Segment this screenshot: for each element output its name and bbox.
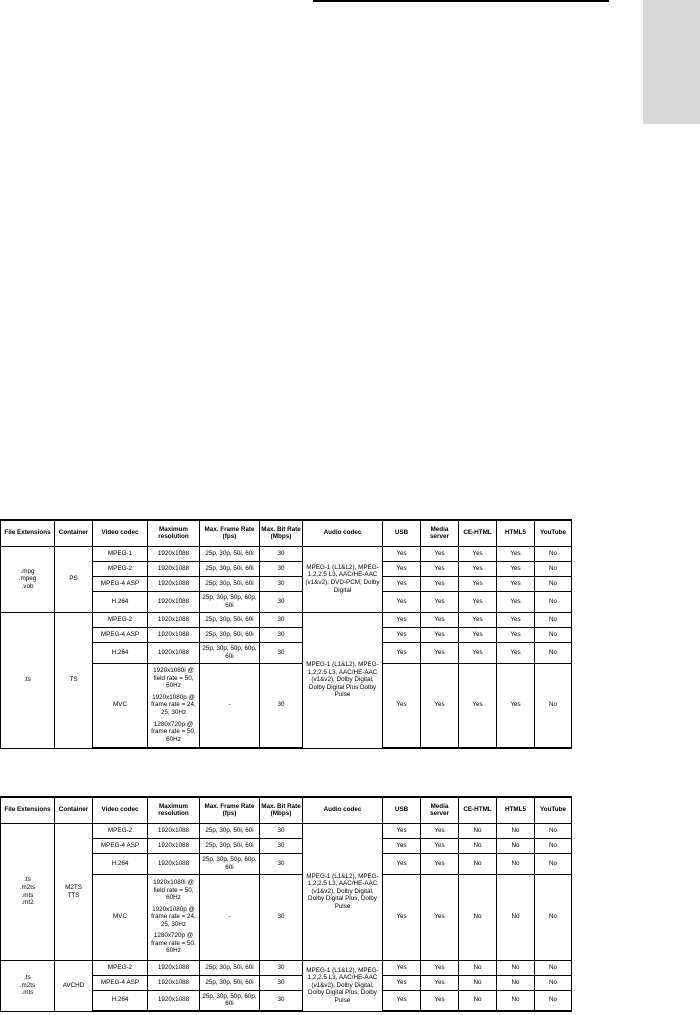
bit-rate-cell: 30 <box>260 874 303 960</box>
bit-rate-cell: 30 <box>260 627 303 642</box>
header-cell: Video codec <box>93 520 148 546</box>
table-header-row <box>1 797 572 823</box>
header-cell: Maximum resolution <box>148 797 200 823</box>
resolution-cell: 1920x1088 <box>148 853 200 874</box>
frame-rate-cell: 25p, 30p, 50i, 60i <box>200 838 260 853</box>
ce-html-cell: Yes <box>459 642 497 663</box>
frame-rate-cell: 25p, 30p, 50i, 60i <box>200 561 260 576</box>
frame-rate-cell: 25p, 30p, 50i, 60i <box>200 546 260 561</box>
frame-rate-cell: 25p, 30p, 50p, 60p, 60i <box>200 853 260 874</box>
audio-codec-cell: MPEG-1 (L1&L2), MPEG-1,2,2.5 L3, AAC/HE-AAC (v1&v2), Dolby Digital, Dolby Digital Plus, Dolby Pulse <box>303 960 383 1011</box>
html5-cell: Yes <box>497 642 535 663</box>
usb-cell: Yes <box>383 960 421 975</box>
media-server-cell: Yes <box>421 823 459 838</box>
ce-html-cell: No <box>459 960 497 975</box>
ce-html-cell: Yes <box>459 612 497 627</box>
header-cell: Max. Frame Rate (fps) <box>200 797 260 823</box>
html5-cell: Yes <box>497 591 535 612</box>
header-cell: File Extensions <box>1 797 55 823</box>
youtube-cell: No <box>535 990 572 1011</box>
codec-cell: H.264 <box>93 990 148 1011</box>
media-server-cell: Yes <box>421 990 459 1011</box>
header-cell: USB <box>383 797 421 823</box>
file-extensions-cell: .mpg .mpeg .vob <box>1 546 55 612</box>
bit-rate-cell: 30 <box>260 823 303 838</box>
codec-cell: MVC <box>93 663 148 748</box>
usb-cell: Yes <box>383 591 421 612</box>
ce-html-cell: No <box>459 874 497 960</box>
ce-html-cell: Yes <box>459 627 497 642</box>
codec-cell: MVC <box>93 874 148 960</box>
media-server-cell: Yes <box>421 576 459 591</box>
youtube-cell: No <box>535 874 572 960</box>
header-cell: Video codec <box>93 797 148 823</box>
frame-rate-cell: 25p, 30p, 50i, 60i <box>200 823 260 838</box>
youtube-cell: No <box>535 663 572 748</box>
container-cell: PS <box>55 546 93 612</box>
resolution-cell: 1920x1088 <box>148 975 200 990</box>
youtube-cell: No <box>535 853 572 874</box>
resolution-line: 1280x720p @ frame rate = 50, 60Hz <box>151 720 196 743</box>
html5-cell: Yes <box>497 612 535 627</box>
ce-html-cell: Yes <box>459 561 497 576</box>
header-cell: Max. Bit Rate (Mbps) <box>260 797 303 823</box>
youtube-cell: No <box>535 960 572 975</box>
resolution-line: 1920x1080i @ field rate = 50, 60Hz <box>153 667 194 690</box>
bit-rate-cell: 30 <box>260 612 303 627</box>
frame-rate-cell: 25p, 30p, 50p, 60p, 60i <box>200 642 260 663</box>
codec-cell: MPEG-2 <box>93 960 148 975</box>
ce-html-cell: Yes <box>459 591 497 612</box>
usb-cell: Yes <box>383 874 421 960</box>
file-extensions-cell: .ts <box>1 612 55 748</box>
media-server-cell: Yes <box>421 960 459 975</box>
resolution-line: 1920x1080p @ frame rate = 24, 25, 30Hz <box>151 905 196 928</box>
header-cell: Container <box>55 520 93 546</box>
html5-cell: No <box>497 960 535 975</box>
youtube-cell: No <box>535 546 572 561</box>
container-cell: M2TS TTS <box>55 823 93 960</box>
table-header-row <box>1 520 572 546</box>
container-cell: AVCHD <box>55 960 93 1011</box>
header-cell: CE-HTML <box>459 797 497 823</box>
media-server-cell: Yes <box>421 642 459 663</box>
header-cell: CE-HTML <box>459 520 497 546</box>
top-rule <box>313 0 609 2</box>
frame-rate-cell: 25p, 30p, 50i, 60i <box>200 975 260 990</box>
resolution-cell: 1920x1088 <box>148 576 200 591</box>
media-server-cell: Yes <box>421 546 459 561</box>
ce-html-cell: No <box>459 975 497 990</box>
frame-rate-cell: 25p, 30p, 50p, 60p, 60i <box>200 990 260 1011</box>
bit-rate-cell: 30 <box>260 990 303 1011</box>
media-server-cell: Yes <box>421 612 459 627</box>
usb-cell: Yes <box>383 663 421 748</box>
html5-cell: Yes <box>497 663 535 748</box>
ce-html-cell: Yes <box>459 546 497 561</box>
header-cell: Maximum resolution <box>148 520 200 546</box>
resolution-cell: 1920x1088 <box>148 561 200 576</box>
header-cell: YouTube <box>535 797 572 823</box>
codec-cell: MPEG-4 ASP <box>93 838 148 853</box>
audio-codec-cell: MPEG-1 (L1&L2), MPEG-1,2,2.5 L3, AAC/HE-AAC (v1&v2), Dolby Digital, Dolby Digital Plus Dolby Pulse <box>303 612 383 748</box>
format-table-1 <box>0 519 572 749</box>
youtube-cell: No <box>535 576 572 591</box>
youtube-cell: No <box>535 642 572 663</box>
youtube-cell: No <box>535 561 572 576</box>
youtube-cell: No <box>535 627 572 642</box>
usb-cell: Yes <box>383 990 421 1011</box>
html5-cell: No <box>497 975 535 990</box>
frame-rate-cell: - <box>200 874 260 960</box>
file-extensions-cell: .ts .m2ts .mts <box>1 960 55 1011</box>
bit-rate-cell: 30 <box>260 838 303 853</box>
usb-cell: Yes <box>383 612 421 627</box>
codec-cell: H.264 <box>93 642 148 663</box>
frame-rate-cell: - <box>200 663 260 748</box>
bit-rate-cell: 30 <box>260 546 303 561</box>
bit-rate-cell: 30 <box>260 561 303 576</box>
table-row <box>1 960 572 975</box>
bit-rate-cell: 30 <box>260 663 303 748</box>
resolution-cell: 1920x1088 <box>148 990 200 1011</box>
html5-cell: No <box>497 853 535 874</box>
codec-cell: MPEG-4 ASP <box>93 627 148 642</box>
audio-codec-cell: MPEG-1 (L1&L2), MPEG-1,2,2.5 L3, AAC/HE-AAC (v1&v2), DVD-PCM, Dolby Digital <box>303 546 383 612</box>
media-server-cell: Yes <box>421 663 459 748</box>
html5-cell: No <box>497 838 535 853</box>
resolution-cell: 1920x1088 <box>148 612 200 627</box>
frame-rate-cell: 25p, 30p, 50i, 60i <box>200 576 260 591</box>
resolution-cell: 1920x1088 <box>148 838 200 853</box>
usb-cell: Yes <box>383 546 421 561</box>
youtube-cell: No <box>535 823 572 838</box>
header-cell: Audio codec <box>303 797 383 823</box>
table-row <box>1 823 572 838</box>
html5-cell: No <box>497 874 535 960</box>
audio-codec-cell: MPEG-1 (L1&L2), MPEG-1,2,2.5 L3, AAC/HE-AAC (v1&v2), Dolby Digital, Dolby Digital Plus, Dolby Pulse <box>303 823 383 960</box>
usb-cell: Yes <box>383 627 421 642</box>
youtube-cell: No <box>535 975 572 990</box>
usb-cell: Yes <box>383 561 421 576</box>
media-server-cell: Yes <box>421 591 459 612</box>
frame-rate-cell: 25p, 30p, 50i, 60i <box>200 627 260 642</box>
ce-html-cell: No <box>459 853 497 874</box>
header-cell: Media server <box>421 520 459 546</box>
resolution-cell: 1920x1088 <box>148 627 200 642</box>
usb-cell: Yes <box>383 975 421 990</box>
resolution-line: 1920x1080i @ field rate = 50, 60Hz <box>153 879 194 902</box>
codec-cell: MPEG-2 <box>93 612 148 627</box>
bit-rate-cell: 30 <box>260 576 303 591</box>
media-server-cell: Yes <box>421 627 459 642</box>
resolution-line: 1920x1080p @ frame rate = 24, 25, 30Hz <box>151 693 196 717</box>
media-server-cell: Yes <box>421 838 459 853</box>
header-cell: HTML5 <box>497 520 535 546</box>
side-tab <box>643 0 700 124</box>
codec-cell: MPEG-1 <box>93 546 148 561</box>
header-cell: YouTube <box>535 520 572 546</box>
bit-rate-cell: 30 <box>260 853 303 874</box>
html5-cell: Yes <box>497 546 535 561</box>
table-row <box>1 546 572 561</box>
media-server-cell: Yes <box>421 561 459 576</box>
bit-rate-cell: 30 <box>260 642 303 663</box>
usb-cell: Yes <box>383 853 421 874</box>
header-cell: Audio codec <box>303 520 383 546</box>
frame-rate-cell: 25p, 30p, 50i, 60i <box>200 960 260 975</box>
resolution-line: 1280x720p @ frame rate = 50, 60Hz <box>151 932 196 955</box>
resolution-cell: 1920x1088 <box>148 960 200 975</box>
youtube-cell: No <box>535 838 572 853</box>
codec-cell: MPEG-4 ASP <box>93 576 148 591</box>
resolution-cell <box>148 663 200 748</box>
html5-cell: No <box>497 823 535 838</box>
youtube-cell: No <box>535 591 572 612</box>
ce-html-cell: No <box>459 838 497 853</box>
file-extensions-cell: .ts .m2ts .mts .mt2 <box>1 823 55 960</box>
header-cell: Media server <box>421 797 459 823</box>
header-cell: Max. Bit Rate (Mbps) <box>260 520 303 546</box>
ce-html-cell: No <box>459 823 497 838</box>
html5-cell: Yes <box>497 627 535 642</box>
usb-cell: Yes <box>383 576 421 591</box>
format-table-2 <box>0 796 572 1012</box>
ce-html-cell: Yes <box>459 663 497 748</box>
ce-html-cell: No <box>459 990 497 1011</box>
header-cell: File Extensions <box>1 520 55 546</box>
header-cell: Container <box>55 797 93 823</box>
usb-cell: Yes <box>383 642 421 663</box>
codec-cell: MPEG-2 <box>93 561 148 576</box>
container-cell: TS <box>55 612 93 748</box>
resolution-cell: 1920x1088 <box>148 823 200 838</box>
html5-cell: No <box>497 990 535 1011</box>
codec-cell: H.264 <box>93 591 148 612</box>
html5-cell: Yes <box>497 576 535 591</box>
header-cell: USB <box>383 520 421 546</box>
table-row <box>1 612 572 627</box>
html5-cell: Yes <box>497 561 535 576</box>
codec-cell: MPEG-4 ASP <box>93 975 148 990</box>
resolution-cell <box>148 874 200 960</box>
frame-rate-cell: 25p, 30p, 50i, 60i <box>200 612 260 627</box>
resolution-cell: 1920x1088 <box>148 546 200 561</box>
bit-rate-cell: 30 <box>260 975 303 990</box>
media-server-cell: Yes <box>421 874 459 960</box>
media-server-cell: Yes <box>421 853 459 874</box>
usb-cell: Yes <box>383 823 421 838</box>
resolution-cell: 1920x1088 <box>148 642 200 663</box>
bit-rate-cell: 30 <box>260 960 303 975</box>
youtube-cell: No <box>535 612 572 627</box>
ce-html-cell: Yes <box>459 576 497 591</box>
media-server-cell: Yes <box>421 975 459 990</box>
frame-rate-cell: 25p, 30p, 50p, 60p, 60i <box>200 591 260 612</box>
bit-rate-cell: 30 <box>260 591 303 612</box>
codec-cell: H.264 <box>93 853 148 874</box>
header-cell: Max. Frame Rate (fps) <box>200 520 260 546</box>
resolution-cell: 1920x1088 <box>148 591 200 612</box>
codec-cell: MPEG-2 <box>93 823 148 838</box>
usb-cell: Yes <box>383 838 421 853</box>
header-cell: HTML5 <box>497 797 535 823</box>
